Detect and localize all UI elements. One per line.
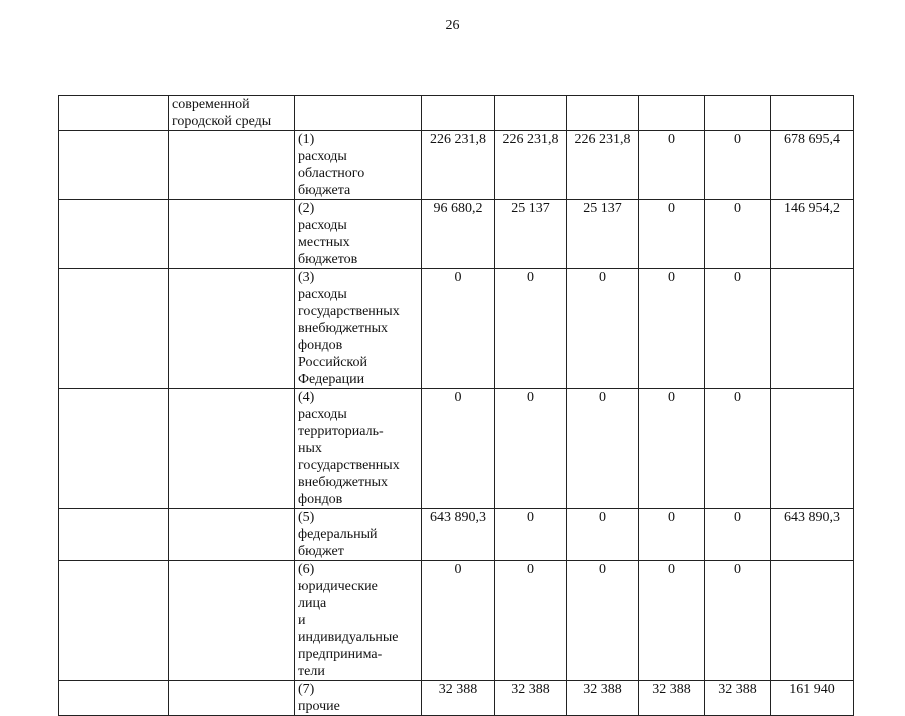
funding-source-line: Российской — [298, 355, 367, 370]
table-cell — [169, 269, 295, 389]
funding-source-line: государственных — [298, 304, 400, 319]
table-row — [59, 681, 854, 716]
table-cell — [59, 509, 169, 561]
value-cell: 0 — [495, 389, 567, 509]
value-cell: 643 890,3 — [771, 509, 854, 561]
table-cell — [567, 96, 639, 131]
table-cell — [59, 200, 169, 269]
table-cell — [422, 96, 495, 131]
value-cell: 226 231,8 — [567, 131, 639, 200]
value-cell: 0 — [705, 561, 771, 681]
funding-source-line: (5) федеральный — [298, 510, 378, 542]
value-cell: 0 — [639, 509, 705, 561]
funding-source-line: фондов — [298, 338, 343, 353]
funding-source-line: фондов — [298, 492, 343, 507]
table-row — [59, 509, 854, 561]
value-cell: 678 695,4 — [771, 131, 854, 200]
program-name-line: современной — [172, 97, 250, 112]
value-cell: 226 231,8 — [422, 131, 495, 200]
value-cell: 0 — [705, 269, 771, 389]
page-number: 26 — [445, 18, 460, 33]
table-cell — [771, 96, 854, 131]
funding-source-cell — [295, 509, 422, 561]
program-name-cell — [169, 96, 295, 131]
table-row — [59, 389, 854, 509]
value-cell: 643 890,3 — [422, 509, 495, 561]
table-cell — [59, 96, 169, 131]
funding-source-line: бюджет — [298, 544, 344, 559]
value-cell: 32 388 — [495, 681, 567, 716]
value-cell: 32 388 — [639, 681, 705, 716]
funding-source-line: местных — [298, 235, 350, 250]
value-cell: 0 — [567, 561, 639, 681]
funding-source-line: внебюджетных — [298, 321, 389, 336]
table-cell — [59, 389, 169, 509]
value-cell: 161 940 — [771, 681, 854, 716]
value-cell: 0 — [567, 269, 639, 389]
table-cell — [169, 131, 295, 200]
table-row — [59, 96, 854, 131]
value-cell: 96 680,2 — [422, 200, 495, 269]
funding-source-line: бюджетов — [298, 252, 358, 267]
funding-source-line: внебюджетных — [298, 475, 389, 490]
table-cell — [495, 96, 567, 131]
funding-source-line: ных — [298, 441, 322, 456]
value-cell: 0 — [422, 561, 495, 681]
funding-source-line: бюджета — [298, 183, 351, 198]
value-cell: 0 — [495, 509, 567, 561]
table-cell — [169, 681, 295, 716]
table-row — [59, 269, 854, 389]
funding-source-line: территориаль- — [298, 424, 384, 439]
value-cell: 0 — [705, 389, 771, 509]
funding-source-line: индивидуальные — [298, 630, 399, 645]
value-cell: 32 388 — [567, 681, 639, 716]
value-cell: 0 — [639, 200, 705, 269]
value-cell: 25 137 — [495, 200, 567, 269]
table-row — [59, 561, 854, 681]
funding-source-cell — [295, 561, 422, 681]
value-cell: 226 231,8 — [495, 131, 567, 200]
value-cell: 0 — [422, 269, 495, 389]
table-cell — [169, 509, 295, 561]
funding-source-line: областного — [298, 166, 365, 181]
value-cell: 146 954,2 — [771, 200, 854, 269]
funding-source-cell — [295, 269, 422, 389]
value-cell: 0 — [639, 389, 705, 509]
value-cell: 25 137 — [567, 200, 639, 269]
program-name-line: городской среды — [172, 114, 272, 129]
table-cell — [169, 200, 295, 269]
value-cell: 0 — [495, 269, 567, 389]
value-cell: 0 — [705, 131, 771, 200]
table-row — [59, 131, 854, 200]
value-cell: 0 — [567, 509, 639, 561]
table-cell — [169, 389, 295, 509]
funding-source-line: (7) прочие — [298, 682, 340, 714]
table-cell — [59, 269, 169, 389]
funding-source-line: (1) расходы — [298, 132, 347, 164]
funding-source-cell — [295, 200, 422, 269]
table-cell — [639, 96, 705, 131]
funding-source-line: лица и — [298, 596, 327, 628]
value-cell: 0 — [567, 389, 639, 509]
funding-source-line: Федерации — [298, 372, 365, 387]
funding-source-line: государственных — [298, 458, 400, 473]
funding-source-line: (3) расходы — [298, 270, 347, 302]
funding-source-line: предпринима- — [298, 647, 383, 662]
value-cell: 0 — [705, 200, 771, 269]
budget-table — [58, 95, 854, 716]
funding-source-line: тели — [298, 664, 325, 679]
table-cell — [59, 681, 169, 716]
table-cell — [705, 96, 771, 131]
table-cell — [59, 561, 169, 681]
funding-source-line: (2) расходы — [298, 201, 347, 233]
value-cell — [771, 389, 854, 509]
value-cell: 0 — [705, 509, 771, 561]
value-cell — [771, 561, 854, 681]
value-cell: 32 388 — [705, 681, 771, 716]
funding-source-cell — [295, 389, 422, 509]
value-cell: 0 — [639, 131, 705, 200]
funding-source-cell — [295, 131, 422, 200]
funding-source-cell — [295, 681, 422, 716]
table-cell — [169, 561, 295, 681]
table-cell — [59, 131, 169, 200]
value-cell: 32 388 — [422, 681, 495, 716]
value-cell: 0 — [495, 561, 567, 681]
table-row — [59, 200, 854, 269]
funding-source-line: (6) юридические — [298, 562, 378, 594]
table-cell — [295, 96, 422, 131]
value-cell: 0 — [422, 389, 495, 509]
value-cell: 0 — [639, 269, 705, 389]
funding-source-line: (4) расходы — [298, 390, 347, 422]
value-cell: 0 — [639, 561, 705, 681]
value-cell — [771, 269, 854, 389]
